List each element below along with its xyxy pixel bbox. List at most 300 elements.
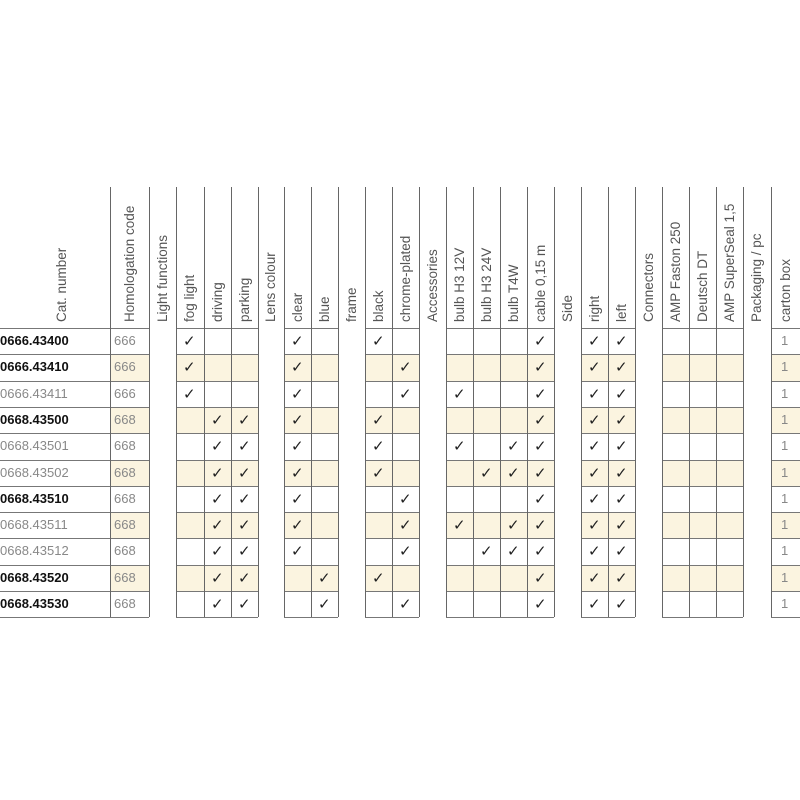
packaging-count: 1: [781, 517, 789, 533]
row-divider: [446, 565, 473, 566]
check-mark-icon: ✓: [211, 410, 224, 429]
row-divider: [662, 512, 689, 513]
cat-number: 0666.43411: [0, 385, 68, 401]
row-divider: [311, 381, 338, 382]
header-connectors: Connectors: [640, 252, 656, 322]
homologation-code: 668: [114, 569, 136, 585]
row-divider: [473, 433, 500, 434]
row-divider: [716, 328, 743, 329]
header-amp-faston: AMP Faston 250: [667, 221, 683, 322]
cat-number: 0668.43530: [0, 596, 69, 611]
row-highlight: [662, 565, 689, 591]
row-divider: [392, 328, 419, 329]
cat-number: 0668.43502: [0, 464, 69, 480]
homologation-code: 668: [114, 543, 136, 559]
check-mark-icon: ✓: [372, 463, 385, 482]
row-divider: [662, 538, 689, 539]
header-blue: blue: [316, 296, 332, 322]
homologation-code: 668: [114, 596, 136, 611]
row-divider: [662, 354, 689, 355]
row-divider: [581, 617, 608, 618]
row-divider: [311, 486, 338, 487]
row-highlight: [662, 460, 689, 486]
header-packaging: Packaging / pc: [749, 233, 764, 322]
check-mark-icon: ✓: [534, 568, 547, 587]
check-mark-icon: ✓: [211, 489, 224, 508]
row-divider: [392, 407, 419, 408]
check-mark-icon: ✓: [534, 542, 547, 561]
row-divider: [446, 591, 473, 592]
row-divider: [0, 617, 110, 618]
row-highlight: [204, 354, 231, 380]
row-divider: [662, 407, 689, 408]
row-highlight: [473, 354, 500, 380]
header-cat-number: Cat. number: [54, 247, 69, 322]
row-divider: [311, 328, 338, 329]
row-divider: [446, 486, 473, 487]
check-mark-icon: ✓: [507, 542, 520, 561]
row-divider: [473, 591, 500, 592]
header-bulb-h3-12v: bulb H3 12V: [451, 247, 467, 322]
row-divider: [662, 617, 689, 618]
row-divider: [500, 617, 527, 618]
column-divider: [771, 187, 772, 617]
row-divider: [662, 328, 689, 329]
row-divider: [662, 460, 689, 461]
check-mark-icon: ✓: [588, 358, 601, 377]
row-divider: [716, 354, 743, 355]
column-divider: [204, 187, 205, 617]
check-mark-icon: ✓: [507, 463, 520, 482]
column-divider: [743, 187, 744, 617]
header-right: right: [586, 295, 602, 322]
column-divider: [149, 187, 150, 617]
check-mark-icon: ✓: [615, 463, 628, 482]
check-mark-icon: ✓: [588, 384, 601, 403]
check-mark-icon: ✓: [588, 332, 601, 350]
check-mark-icon: ✓: [291, 516, 304, 535]
row-divider: [311, 617, 338, 618]
header-bulb-t4w: bulb T4W: [505, 264, 521, 322]
check-mark-icon: ✓: [211, 516, 224, 535]
row-divider: [311, 433, 338, 434]
homologation-code: 668: [114, 517, 136, 533]
check-mark-icon: ✓: [238, 516, 251, 535]
check-mark-icon: ✓: [480, 542, 493, 561]
row-divider: [446, 407, 473, 408]
column-divider: [716, 187, 717, 617]
check-mark-icon: ✓: [399, 516, 412, 535]
row-divider: [473, 407, 500, 408]
row-highlight: [446, 407, 473, 433]
packaging-count: 1: [781, 543, 789, 559]
row-divider: [662, 381, 689, 382]
header-bulb-h3-24v: bulb H3 24V: [478, 247, 494, 322]
check-mark-icon: ✓: [534, 384, 547, 403]
row-highlight: [365, 512, 392, 538]
homologation-code: 666: [114, 359, 136, 375]
row-divider: [689, 433, 716, 434]
check-mark-icon: ✓: [238, 568, 251, 587]
row-highlight: [311, 354, 338, 380]
row-divider: [204, 381, 231, 382]
row-divider: [392, 617, 419, 618]
row-highlight: [176, 512, 204, 538]
check-mark-icon: ✓: [399, 358, 412, 377]
check-mark-icon: ✓: [238, 437, 251, 456]
check-mark-icon: ✓: [399, 489, 412, 508]
cat-number: 0666.43400: [0, 333, 69, 348]
header-carton-box: carton box: [777, 258, 793, 322]
row-divider: [176, 433, 204, 434]
check-mark-icon: ✓: [211, 568, 224, 587]
row-divider: [204, 328, 231, 329]
row-highlight: [473, 512, 500, 538]
packaging-count: 1: [781, 490, 789, 506]
check-mark-icon: ✓: [534, 410, 547, 429]
check-mark-icon: ✓: [399, 595, 412, 613]
column-divider: [110, 187, 111, 617]
row-divider: [689, 565, 716, 566]
row-divider: [689, 381, 716, 382]
row-highlight: [716, 354, 743, 380]
row-divider: [231, 381, 258, 382]
row-divider: [204, 354, 231, 355]
check-mark-icon: ✓: [507, 437, 520, 456]
header-parking: parking: [236, 277, 252, 322]
row-divider: [176, 460, 204, 461]
row-divider: [284, 565, 311, 566]
header-accessories: Accessories: [424, 249, 440, 322]
row-divider: [473, 565, 500, 566]
row-highlight: [689, 407, 716, 433]
column-divider: [473, 187, 474, 617]
header-chrome-plated: chrome-plated: [397, 235, 413, 322]
check-mark-icon: ✓: [291, 358, 304, 377]
row-divider: [392, 460, 419, 461]
row-divider: [365, 538, 392, 539]
header-fog-light: fog light: [182, 274, 197, 322]
check-mark-icon: ✓: [588, 437, 601, 456]
column-divider: [284, 187, 285, 617]
row-highlight: [662, 512, 689, 538]
row-highlight: [473, 565, 500, 591]
packaging-count: 1: [781, 411, 789, 427]
row-divider: [311, 407, 338, 408]
check-mark-icon: ✓: [291, 384, 304, 403]
row-highlight: [392, 407, 419, 433]
row-highlight: [311, 460, 338, 486]
row-divider: [311, 538, 338, 539]
check-mark-icon: ✓: [615, 410, 628, 429]
row-divider: [365, 486, 392, 487]
column-divider: [176, 187, 177, 617]
column-divider: [365, 187, 366, 617]
check-mark-icon: ✓: [211, 542, 224, 561]
check-mark-icon: ✓: [453, 516, 466, 535]
column-divider: [338, 187, 339, 617]
row-highlight: [473, 407, 500, 433]
header-cable: cable 0,15 m: [532, 244, 548, 322]
row-divider: [176, 565, 204, 566]
header-lens-colour: Lens colour: [263, 252, 278, 322]
check-mark-icon: ✓: [183, 358, 196, 377]
row-divider: [365, 381, 392, 382]
row-highlight: [231, 354, 258, 380]
row-divider: [231, 354, 258, 355]
check-mark-icon: ✓: [588, 489, 601, 508]
cat-number: 0668.43501: [0, 438, 69, 454]
row-highlight: [689, 565, 716, 591]
row-divider: [204, 617, 231, 618]
row-highlight: [311, 407, 338, 433]
check-mark-icon: ✓: [615, 542, 628, 561]
row-divider: [500, 381, 527, 382]
row-highlight: [716, 565, 743, 591]
row-divider: [771, 617, 800, 618]
check-mark-icon: ✓: [588, 568, 601, 587]
row-divider: [689, 460, 716, 461]
check-mark-icon: ✓: [291, 332, 304, 350]
row-highlight: [500, 565, 527, 591]
column-divider: [527, 187, 528, 617]
check-mark-icon: ✓: [238, 595, 251, 613]
row-divider: [716, 486, 743, 487]
cat-number: 0668.43500: [0, 411, 69, 427]
check-mark-icon: ✓: [211, 463, 224, 482]
check-mark-icon: ✓: [238, 542, 251, 561]
packaging-count: 1: [781, 464, 789, 480]
check-mark-icon: ✓: [615, 332, 628, 350]
row-divider: [176, 407, 204, 408]
check-mark-icon: ✓: [588, 410, 601, 429]
row-divider: [176, 538, 204, 539]
check-mark-icon: ✓: [238, 489, 251, 508]
row-highlight: [446, 354, 473, 380]
packaging-count: 1: [781, 596, 789, 611]
row-divider: [689, 512, 716, 513]
check-mark-icon: ✓: [372, 332, 385, 350]
check-mark-icon: ✓: [238, 410, 251, 429]
row-divider: [689, 354, 716, 355]
homologation-code: 666: [114, 333, 136, 348]
column-divider: [635, 187, 636, 617]
row-divider: [446, 328, 473, 329]
homologation-code: 668: [114, 411, 136, 427]
row-divider: [689, 617, 716, 618]
check-mark-icon: ✓: [507, 516, 520, 535]
row-highlight: [176, 460, 204, 486]
cat-number: 0666.43410: [0, 359, 69, 375]
header-frame: frame: [343, 287, 359, 322]
row-highlight: [689, 460, 716, 486]
packaging-count: 1: [781, 359, 789, 375]
homologation-code: 668: [114, 490, 136, 506]
row-divider: [473, 486, 500, 487]
check-mark-icon: ✓: [291, 437, 304, 456]
check-mark-icon: ✓: [588, 595, 601, 613]
row-highlight: [311, 512, 338, 538]
check-mark-icon: ✓: [291, 410, 304, 429]
row-divider: [365, 512, 392, 513]
row-divider: [716, 460, 743, 461]
row-divider: [392, 433, 419, 434]
homologation-code: 668: [114, 438, 136, 454]
row-divider: [608, 617, 635, 618]
check-mark-icon: ✓: [291, 542, 304, 561]
check-mark-icon: ✓: [238, 463, 251, 482]
row-highlight: [176, 407, 204, 433]
row-divider: [716, 565, 743, 566]
check-mark-icon: ✓: [615, 595, 628, 613]
row-divider: [176, 617, 204, 618]
check-mark-icon: ✓: [534, 516, 547, 535]
column-divider: [446, 187, 447, 617]
row-divider: [311, 512, 338, 513]
check-mark-icon: ✓: [399, 384, 412, 403]
row-highlight: [716, 512, 743, 538]
header-amp-superseal: AMP SuperSeal 1,5: [721, 203, 737, 322]
check-mark-icon: ✓: [534, 595, 547, 613]
row-divider: [176, 486, 204, 487]
row-divider: [473, 617, 500, 618]
column-divider: [500, 187, 501, 617]
row-highlight: [662, 407, 689, 433]
column-divider: [662, 187, 663, 617]
row-divider: [716, 617, 743, 618]
check-mark-icon: ✓: [615, 358, 628, 377]
check-mark-icon: ✓: [615, 489, 628, 508]
row-divider: [446, 460, 473, 461]
row-highlight: [662, 354, 689, 380]
row-divider: [231, 328, 258, 329]
row-divider: [689, 407, 716, 408]
row-divider: [446, 354, 473, 355]
row-divider: [473, 512, 500, 513]
row-divider: [365, 591, 392, 592]
row-divider: [689, 328, 716, 329]
row-highlight: [716, 407, 743, 433]
check-mark-icon: ✓: [534, 332, 547, 350]
header-driving: driving: [209, 282, 225, 322]
row-divider: [446, 617, 473, 618]
row-divider: [392, 565, 419, 566]
row-divider: [527, 617, 554, 618]
row-divider: [689, 486, 716, 487]
row-divider: [689, 538, 716, 539]
row-highlight: [446, 565, 473, 591]
check-mark-icon: ✓: [453, 437, 466, 456]
check-mark-icon: ✓: [211, 595, 224, 613]
check-mark-icon: ✓: [615, 384, 628, 403]
header-homologation-code: Homologation code: [121, 205, 137, 322]
header-clear: clear: [289, 292, 305, 322]
row-highlight: [176, 565, 204, 591]
packaging-count: 1: [781, 385, 789, 401]
check-mark-icon: ✓: [615, 437, 628, 456]
check-mark-icon: ✓: [480, 463, 493, 482]
row-divider: [689, 591, 716, 592]
check-mark-icon: ✓: [588, 463, 601, 482]
column-divider: [311, 187, 312, 617]
row-divider: [311, 354, 338, 355]
row-divider: [365, 617, 392, 618]
check-mark-icon: ✓: [372, 437, 385, 456]
row-highlight: [365, 354, 392, 380]
check-mark-icon: ✓: [372, 410, 385, 429]
row-divider: [662, 565, 689, 566]
header-side: Side: [559, 294, 575, 322]
row-divider: [176, 512, 204, 513]
row-divider: [473, 381, 500, 382]
row-highlight: [392, 565, 419, 591]
row-divider: [365, 354, 392, 355]
check-mark-icon: ✓: [318, 595, 331, 613]
column-divider: [554, 187, 555, 617]
check-mark-icon: ✓: [534, 489, 547, 508]
check-mark-icon: ✓: [615, 568, 628, 587]
row-divider: [716, 538, 743, 539]
row-divider: [110, 617, 149, 618]
homologation-code: 668: [114, 464, 136, 480]
row-highlight: [284, 565, 311, 591]
header-black: black: [370, 290, 386, 322]
row-divider: [716, 433, 743, 434]
row-divider: [231, 617, 258, 618]
packaging-count: 1: [781, 569, 789, 585]
row-highlight: [500, 407, 527, 433]
row-divider: [473, 354, 500, 355]
column-divider: [689, 187, 690, 617]
check-mark-icon: ✓: [291, 489, 304, 508]
cat-number: 0668.43510: [0, 490, 69, 506]
homologation-code: 666: [114, 385, 136, 401]
check-mark-icon: ✓: [534, 437, 547, 456]
row-highlight: [689, 512, 716, 538]
row-divider: [284, 591, 311, 592]
column-divider: [231, 187, 232, 617]
cat-number: 0668.43512: [0, 543, 69, 559]
column-divider: [581, 187, 582, 617]
row-divider: [716, 512, 743, 513]
row-divider: [500, 354, 527, 355]
column-divider: [258, 187, 259, 617]
check-mark-icon: ✓: [372, 568, 385, 587]
column-divider: [392, 187, 393, 617]
row-divider: [662, 486, 689, 487]
row-divider: [311, 460, 338, 461]
check-mark-icon: ✓: [588, 542, 601, 561]
row-highlight: [392, 460, 419, 486]
row-divider: [500, 328, 527, 329]
check-mark-icon: ✓: [534, 463, 547, 482]
check-mark-icon: ✓: [399, 542, 412, 561]
row-divider: [716, 381, 743, 382]
header-left: left: [613, 303, 629, 322]
row-divider: [500, 565, 527, 566]
header-light-functions: Light functions: [154, 234, 170, 322]
check-mark-icon: ✓: [183, 332, 196, 350]
row-divider: [662, 433, 689, 434]
header-deutsch-dt: Deutsch DT: [694, 250, 710, 322]
check-mark-icon: ✓: [588, 516, 601, 535]
check-mark-icon: ✓: [211, 437, 224, 456]
row-divider: [446, 538, 473, 539]
row-highlight: [689, 354, 716, 380]
check-mark-icon: ✓: [534, 358, 547, 377]
row-highlight: [500, 354, 527, 380]
cat-number: 0668.43520: [0, 569, 69, 585]
